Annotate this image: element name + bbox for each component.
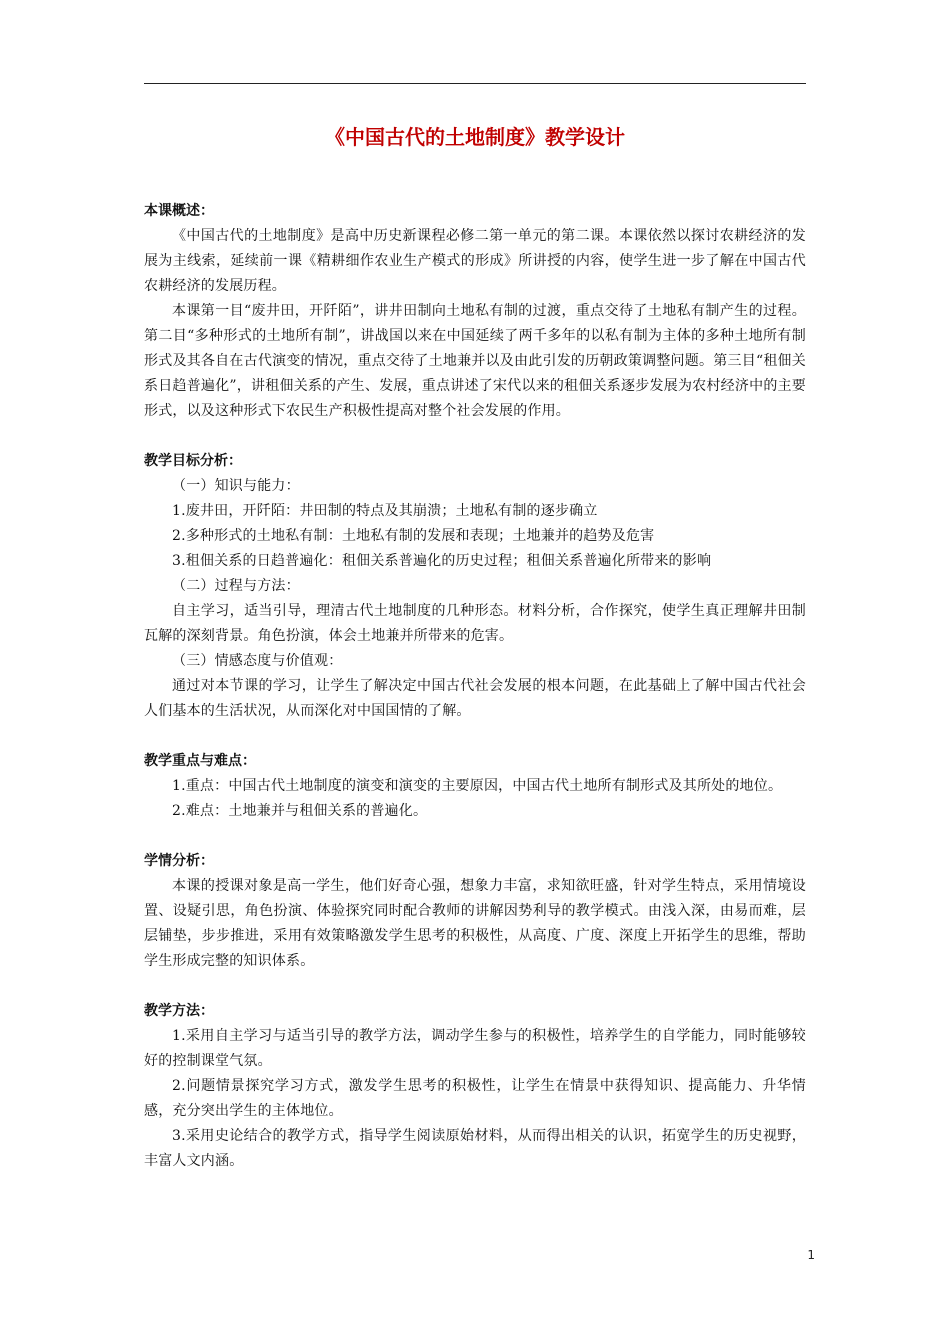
paragraph: 2.多种形式的土地私有制：土地私有制的发展和表现；土地兼并的趋势及危害: [172, 528, 655, 544]
paragraph: 通过对本节课的学习，让学生了解决定中国古代社会发展的根本问题，在此基础上了解中国古代社会人们基本的生活状况，从而深化对中国国情的了解。: [144, 678, 806, 719]
page-number: 1: [807, 1248, 815, 1262]
section-heading: 教学目标分析：: [144, 453, 242, 469]
section-heading: 教学重点与难点：: [144, 753, 256, 769]
paragraph: （三）情感态度与价值观：: [172, 653, 343, 669]
paragraph: 3.采用史论结合的教学方式，指导学生阅读原始材料，从而得出相关的认识，拓宽学生的历史视野，丰富人文内涵。: [144, 1128, 806, 1169]
document-title: 《中国古代的土地制度》教学设计: [325, 125, 625, 149]
section-heading: 本课概述：: [144, 203, 214, 219]
paragraph: 《中国古代的土地制度》是高中历史新课程必修二第一单元的第二课。本课依然以探讨农耕经济的发展为主线索，延续前一课《精耕细作农业生产模式的形成》所讲授的内容，使学生进一步了解在中国古代农耕经济的发展历程。: [144, 228, 806, 294]
paragraph: 2.问题情景探究学习方式，激发学生思考的积极性，让学生在情景中获得知识、提高能力、升华情感，充分突出学生的主体地位。: [144, 1078, 806, 1119]
section-overview: [144, 199, 806, 424]
paragraph: 本课的授课对象是高一学生，他们好奇心强，想象力丰富，求知欲旺盛，针对学生特点，采用情境设置、设疑引思，角色扮演、体验探究同时配合教师的讲解因势利导的教学模式。由浅入深，由易而难，层层铺垫，步步推进，采用有效策略激发学生思考的积极性，从高度、广度、深度上开拓学生的思维，帮助学生形成完整的知识体系。: [144, 878, 806, 969]
section-heading: 教学方法：: [144, 1003, 214, 1019]
paragraph: 1.采用自主学习与适当引导的教学方法，调动学生参与的积极性，培养学生的自学能力，同时能够较好的控制课堂气氛。: [144, 1028, 806, 1069]
paragraph: 1.废井田，开阡陌：井田制的特点及其崩溃；土地私有制的逐步确立: [172, 503, 598, 519]
paragraph: 2.难点：土地兼并与租佃关系的普遍化。: [172, 803, 428, 819]
paragraph: 1.重点：中国古代土地制度的演变和演变的主要原因，中国古代土地所有制形式及其所处的地位。: [172, 778, 783, 794]
paragraph: （一）知识与能力：: [172, 478, 300, 494]
paragraph: 自主学习，适当引导，理清古代土地制度的几种形态。材料分析，合作探究，使学生真正理解井田制瓦解的深刻背景。角色扮演，体会土地兼并所带来的危害。: [144, 603, 806, 644]
section-teaching-methods: [144, 999, 806, 1174]
paragraph: （二）过程与方法：: [172, 578, 300, 594]
document-body: [144, 199, 806, 1174]
section-objectives: [144, 449, 806, 724]
paragraph: 本课第一目“废井田，开阡陌”，讲井田制向土地私有制的过渡，重点交待了土地私有制产生的过程。第二目“多种形式的土地所有制”，讲战国以来在中国延续了两千多年的以私有制为主体的多种土地所有制形式及其各自在古代演变的情况，重点交待了土地兼并以及由此引发的历朝政策调整问题。第三目“租佃关系日趋普遍化”，讲租佃关系的产生、发展，重点讲述了宋代以来的租佃关系逐步发展为农村经济中的主要形式，以及这种形式下农民生产积极性提高对整个社会发展的作用。: [144, 303, 806, 419]
header-rule: [144, 83, 806, 84]
section-learner-analysis: [144, 849, 806, 974]
paragraph: 3.租佃关系的日趋普遍化：租佃关系普遍化的历史过程；租佃关系普遍化所带来的影响: [172, 553, 712, 569]
section-key-points: [144, 749, 806, 824]
section-heading: 学情分析：: [144, 853, 214, 869]
